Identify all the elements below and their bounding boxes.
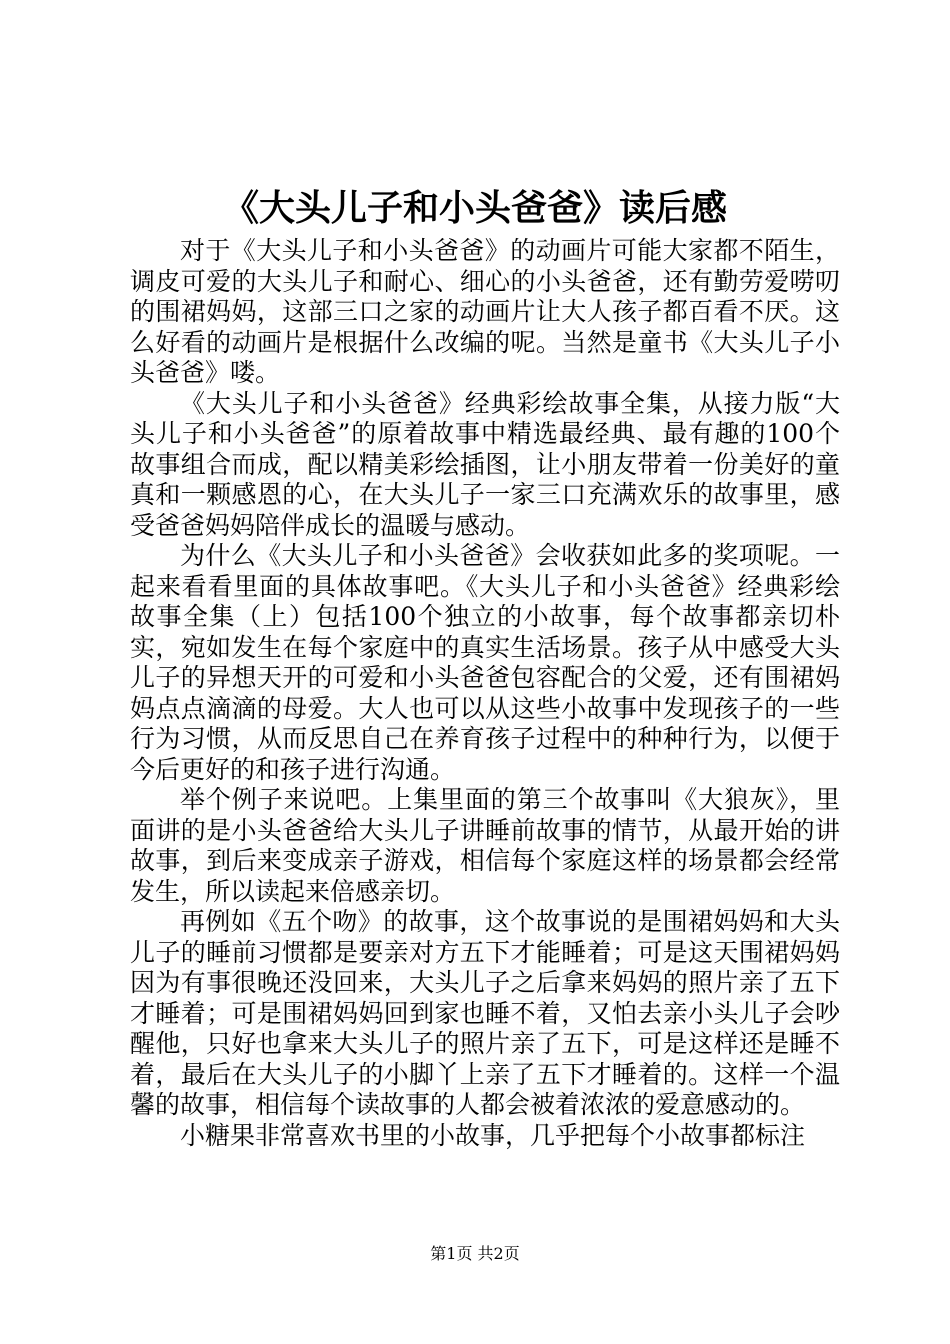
body-paragraph: 对于《大头儿子和小头爸爸》的动画片可能大家都不陌生，调皮可爱的大头儿子和耐心、细心的小头爸爸，还有勤劳爱唠叨的围裙妈妈，这部三口之家的动画片让大人孩子都百看不厌。这么好看的动画片是根据什么改编的呢。当然是童书《大头儿子小头爸爸》喽。	[130, 236, 840, 387]
body-paragraph: 为什么《大头儿子和小头爸爸》会收获如此多的奖项呢。一起来看看里面的具体故事吧。《大头儿子和小头爸爸》经典彩绘故事全集（上）包括100个独立的小故事，每个故事都亲切朴实，宛如发生在每个家庭中的真实生活场景。孩子从中感受大头儿子的异想天开的可爱和小头爸爸包容配合的父爱，还有围裙妈妈点点滴滴的母爱。大人也可以从这些小故事中发现孩子的一些行为习惯，从而反思自己在养育孩子过程中的种种行为，以便于今后更好的和孩子进行沟通。	[130, 541, 840, 784]
page-number-footer: 第1页 共2页	[430, 1244, 520, 1263]
body-paragraph: 《大头儿子和小头爸爸》经典彩绘故事全集，从接力版“大头儿子和小头爸爸”的原着故事中精选最经典、最有趣的100个故事组合而成，配以精美彩绘插图，让小朋友带着一份美好的童真和一颗感恩的心，在大头儿子一家三口充满欢乐的故事里，感受爸爸妈妈陪伴成长的温暖与感动。	[130, 388, 840, 540]
body-paragraph: 再例如《五个吻》的故事，这个故事说的是围裙妈妈和大头儿子的睡前习惯都是要亲对方五下才能睡着；可是这天围裙妈妈因为有事很晚还没回来，大头儿子之后拿来妈妈的照片亲了五下才睡着；可是围裙妈妈回到家也睡不着，又怕去亲小头儿子会吵醒他，只好也拿来大头儿子的照片亲了五下，可是这样还是睡不着，最后在大头儿子的小脚丫上亲了五下才睡着的。这样一个温馨的故事，相信每个读故事的人都会被着浓浓的爱意感动的。	[130, 907, 840, 1119]
document-body	[130, 236, 840, 1151]
body-paragraph: 小糖果非常喜欢书里的小故事，几乎把每个小故事都标注	[180, 1120, 806, 1150]
body-paragraph: 举个例子来说吧。上集里面的第三个故事叫《大狼灰》，里面讲的是小头爸爸给大头儿子讲睡前故事的情节，从最开始的讲故事，到后来变成亲子游戏，相信每个家庭这样的场景都会经常发生，所以读起来倍感亲切。	[130, 785, 840, 906]
document-title: 《大头儿子和小头爸爸》读后感	[222, 187, 727, 229]
